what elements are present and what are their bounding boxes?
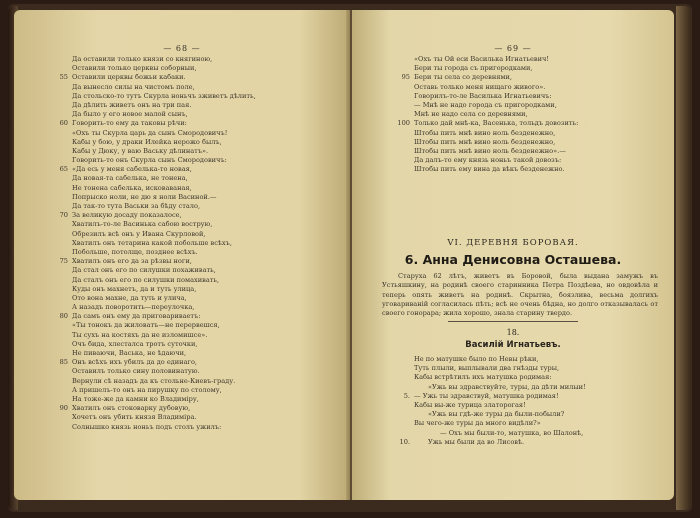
line-text: Мнѣ не надо села со деревнями, bbox=[414, 110, 528, 119]
verse-line bbox=[72, 340, 342, 349]
verse-line bbox=[414, 147, 664, 156]
verse-line bbox=[72, 64, 342, 73]
page-number-left: — 68 — bbox=[163, 44, 201, 53]
line-number: 60 bbox=[59, 119, 68, 128]
verse-line bbox=[414, 401, 664, 410]
verse-line bbox=[72, 321, 342, 330]
line-number: 95 bbox=[401, 73, 410, 82]
verse-line bbox=[72, 285, 342, 294]
line-text: Не пиваючи, Васька, не ѣдаючи, bbox=[72, 349, 187, 357]
line-text: Не тонена сабелька, исковаваная, bbox=[72, 183, 192, 192]
line-text: Да было у его новое малой сынъ, bbox=[72, 110, 188, 119]
verse-line bbox=[72, 220, 342, 229]
verse-line bbox=[72, 202, 342, 211]
verse-lines-right-top bbox=[397, 55, 664, 174]
line-text: Говорилъ-то-ле Василька Игнатьевичъ: bbox=[414, 91, 552, 100]
verse-line bbox=[403, 391, 664, 401]
line-text: Штобы пить мнѣ вино ноль безденежно, bbox=[414, 137, 556, 146]
line-text: А назадъ поворотить—переулочка, bbox=[72, 303, 195, 312]
book-cover-right-edge bbox=[676, 6, 690, 510]
line-number: 85 bbox=[59, 358, 68, 367]
verse-line bbox=[59, 312, 342, 321]
singer-name-heading: 6. Анна Денисовна Осташева. bbox=[404, 252, 622, 267]
verse-line bbox=[414, 355, 664, 364]
verse-line bbox=[414, 55, 664, 64]
verse-line bbox=[59, 404, 342, 413]
line-text: Да вынесло силы на чистомъ поле, bbox=[72, 82, 195, 91]
verse-line bbox=[72, 138, 342, 147]
verse-line bbox=[72, 147, 342, 156]
separator-rule bbox=[448, 321, 578, 322]
verse-line bbox=[72, 230, 342, 239]
line-text: Оставили только церквы соборныи, bbox=[72, 64, 197, 73]
verse-line bbox=[72, 156, 342, 165]
line-text: Да стал онъ его по силушки похаживать, bbox=[72, 266, 216, 275]
line-number: 70 bbox=[59, 211, 68, 220]
verse-line bbox=[72, 377, 342, 386]
verse-line bbox=[72, 174, 342, 183]
verse-line bbox=[72, 303, 342, 312]
line-text: Ото вона махне, да туть и улича, bbox=[72, 293, 187, 302]
line-text: Хватилъ-то-ле Васинька сабою вострую, bbox=[72, 220, 213, 229]
line-text: Хватилъ онъ его да за рѣзвы ноги, bbox=[72, 257, 192, 266]
line-text: Куды онъ махнетъ, да и туть улица, bbox=[72, 284, 197, 293]
verse-line bbox=[414, 110, 664, 119]
left-page bbox=[14, 10, 350, 500]
section-heading: VI. ДЕРЕВНЯ БОРОВАЯ. bbox=[447, 238, 579, 248]
line-text: Хватилъ онъ тетарина какой побольше всѣхъ, bbox=[72, 238, 232, 247]
line-text: — Охъ мы были-то, матушка, во Шалонѣ, bbox=[440, 428, 584, 437]
verse-line bbox=[59, 211, 342, 220]
verse-line bbox=[72, 395, 342, 404]
verse-line bbox=[72, 349, 342, 358]
line-text: Хочетъ онъ убить князя Владиміра. bbox=[72, 413, 197, 422]
line-text: Вернули сѣ назадъ да къ стольне-Киевъ-граду. bbox=[72, 376, 236, 385]
verse-line bbox=[414, 64, 664, 73]
song-title: Василій Игнатьевъ. bbox=[465, 340, 561, 350]
line-text: Оставили церквы божьи кабаки. bbox=[72, 73, 186, 82]
line-text: Обрезилъ всѣ онъ у Ивана Скурловой, bbox=[72, 229, 206, 238]
line-text: «Да есь у меня сабелька-то новая, bbox=[72, 165, 192, 174]
line-text: «Охъ ты Ой еси Василька Игнатьевич! bbox=[414, 55, 550, 63]
verse-line bbox=[414, 429, 664, 438]
verse-line bbox=[414, 156, 664, 165]
line-text: За великую досаду показалосе, bbox=[72, 211, 182, 220]
verse-line bbox=[59, 358, 342, 367]
line-text: Штобы пить мнѣ вино ноль безденежно».— bbox=[414, 146, 566, 155]
line-number: 100 bbox=[397, 119, 410, 128]
line-text: — Ужь ты здравствуй, матушка родимая! bbox=[414, 391, 559, 400]
verse-line bbox=[414, 419, 664, 428]
line-number: 65 bbox=[59, 165, 68, 174]
line-text: Да оставили только князи со княгиною, bbox=[72, 55, 213, 63]
line-number: 10. bbox=[399, 437, 410, 446]
verse-line bbox=[414, 101, 664, 110]
line-text: Ужь мы были да во Лисовѣ. bbox=[428, 437, 525, 446]
line-text: Побольше, потолще, позднее всѣхъ. bbox=[72, 247, 198, 256]
verse-lines-right-bottom bbox=[399, 355, 664, 447]
singer-bio-paragraph: Старуха 62 лѣтъ, живетъ въ Боровой, была выдана замужъ въ Устьяшкину, на родинѣ своего старинника Петра Поздѣева, но овдовѣла и теперь опять живетъ на родинѣ. Скрытна, боязлива, весьма долгихъ уговариваній согласилась пѣть; всѣ не очень бѣдна, но долго отказывалась от своего гонорара; жила хорошо, знала старину твердо. bbox=[382, 272, 658, 318]
line-text: «Ужь вы гдѣ-же туры да были-побыли? bbox=[428, 410, 565, 419]
verse-line bbox=[72, 193, 342, 202]
line-text: На тоже-же да камни ко Владиміру, bbox=[72, 394, 199, 403]
line-text: Бери ты села со деревнями, bbox=[414, 73, 512, 82]
verse-line bbox=[59, 257, 342, 266]
verse-line bbox=[72, 83, 342, 92]
line-text: Да стольско-то тутъ Скурла ноньчъ зживетъ дѣлить, bbox=[72, 91, 256, 100]
line-text: — Мнѣ не надо города съ пригородками, bbox=[414, 100, 557, 109]
verse-line bbox=[72, 184, 342, 193]
line-text: Оставилъ только сину половинатую. bbox=[72, 367, 200, 376]
verse-line bbox=[72, 423, 342, 432]
verse-line bbox=[414, 373, 664, 382]
verse-line bbox=[72, 101, 342, 110]
line-text: Вы чего-же туры да много видѣли?» bbox=[414, 419, 541, 428]
line-text: Да сталъ онъ его по силушки помахивать, bbox=[72, 275, 220, 284]
line-number: 90 bbox=[59, 404, 68, 413]
line-text: Да самъ онъ ему да приговариваетъ: bbox=[72, 312, 201, 321]
verse-line bbox=[72, 129, 342, 138]
line-text: Штобы пить мнѣ вино ноль безденежно, bbox=[414, 128, 556, 137]
verse-line bbox=[72, 294, 342, 303]
line-text: Онъ всѣхъ ихъ убилъ да до единаго, bbox=[72, 358, 198, 367]
verse-line bbox=[414, 383, 664, 392]
line-text: Да так-то тута Васьки за бѣду стало, bbox=[72, 202, 201, 210]
line-text: Туть плыли, выплывали два гнѣзды туры, bbox=[414, 364, 560, 373]
line-text: Очъ бида, хлесталса тротъ суточки, bbox=[72, 339, 198, 348]
verse-line bbox=[72, 276, 342, 285]
verse-line bbox=[59, 73, 342, 82]
line-text: Ты сухъ на костяхъ да не изломишсе». bbox=[72, 330, 208, 339]
line-number: 5. bbox=[403, 391, 410, 400]
line-text: Солнышко князь ноньъ подъ столъ ужилъ: bbox=[72, 422, 222, 431]
verse-line bbox=[414, 129, 664, 138]
line-text: Штобы пить ему вина да вѣкъ безденежно. bbox=[414, 165, 565, 174]
verse-line bbox=[72, 413, 342, 422]
line-text: А пришелъ-то онъ на пирушку по столому, bbox=[72, 385, 222, 394]
line-text: Хватилъ онъ стоковарку дубовую, bbox=[72, 404, 191, 413]
line-text: Только дай мнѣ-ка, Васенька, тольдъ довозить: bbox=[414, 119, 579, 128]
line-text: Попрыско ноли, не дю я ноли Васиной.— bbox=[72, 192, 217, 201]
line-text: Оставь только меня нищаго живого». bbox=[414, 82, 546, 91]
line-text: «Ты тонокъ да жиловатъ—не перервешся, bbox=[72, 321, 220, 330]
verse-line bbox=[72, 331, 342, 340]
verse-line bbox=[397, 119, 664, 128]
song-number: 18. bbox=[506, 328, 520, 337]
verse-line bbox=[414, 138, 664, 147]
verse-line bbox=[59, 165, 342, 174]
verse-line bbox=[72, 386, 342, 395]
line-text: Бери ты города съ пригородками, bbox=[414, 64, 533, 73]
line-text: Говорить-то ему да таковы рѣчи: bbox=[72, 119, 187, 128]
line-number: 80 bbox=[59, 312, 68, 321]
verse-line bbox=[414, 410, 664, 419]
verse-line bbox=[399, 437, 664, 447]
verse-line bbox=[72, 239, 342, 248]
verse-line bbox=[414, 83, 664, 92]
verse-line bbox=[414, 92, 664, 101]
verse-line bbox=[401, 73, 664, 82]
line-text: «Охъ ты Скурла царь да сынъ Смородовичъ! bbox=[72, 128, 228, 137]
line-number: 55 bbox=[59, 73, 68, 82]
line-text: Не по матушке было по Невы рѣки, bbox=[414, 355, 539, 363]
verse-line bbox=[414, 364, 664, 373]
verse-line bbox=[72, 92, 342, 101]
line-text: Кабы у Дюку, у ваю Ваську дѣлинатъ». bbox=[72, 146, 209, 155]
verse-line bbox=[72, 266, 342, 275]
line-text: Кабы вы-же турица златорогая! bbox=[414, 400, 526, 409]
line-text: «Ужь вы здравствуйте, туры, да дѣти милыи! bbox=[428, 382, 586, 391]
right-page bbox=[352, 10, 674, 500]
verse-line bbox=[59, 119, 342, 128]
line-text: Кабы у бою, у драки Илейка нерожо былъ, bbox=[72, 137, 222, 146]
verse-line bbox=[72, 367, 342, 376]
line-number: 75 bbox=[59, 257, 68, 266]
line-text: Да далъ-то ему князь ноньъ такой довозъ: bbox=[414, 156, 562, 165]
line-text: Говорить-то онъ Скурла сынъ Смородовичъ: bbox=[72, 156, 227, 165]
verse-line bbox=[414, 165, 664, 174]
line-text: Да дѣлить живетъ онъ на три пая. bbox=[72, 100, 192, 109]
verse-line bbox=[72, 248, 342, 257]
verse-line bbox=[72, 110, 342, 119]
page-number-right: — 69 — bbox=[494, 44, 532, 53]
verse-lines-left bbox=[59, 55, 342, 432]
line-text: Кабы встрѣтилъ ихъ матушка родимая: bbox=[414, 373, 552, 382]
verse-line bbox=[72, 55, 342, 64]
line-text: Да новая-та сабелька, не тонена, bbox=[72, 174, 188, 183]
